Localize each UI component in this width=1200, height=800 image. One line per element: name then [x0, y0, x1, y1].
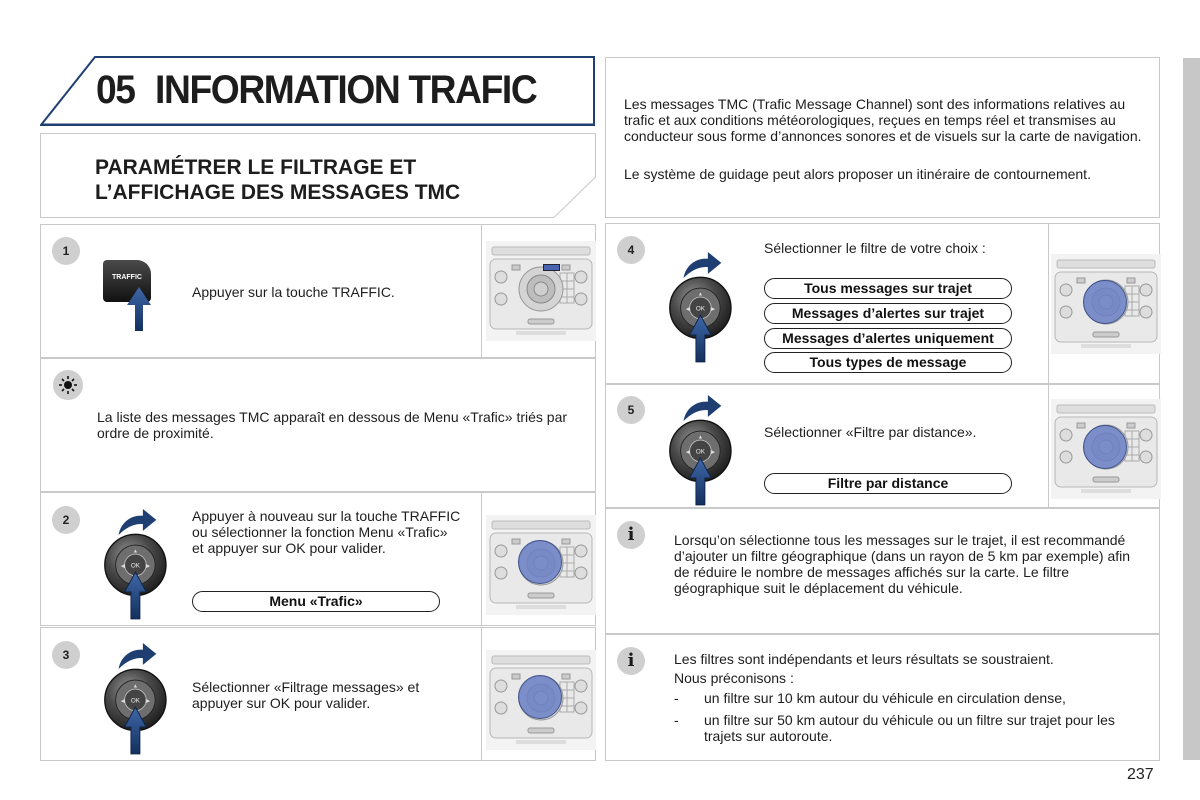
step-1-text: Appuyer sur la touche TRAFFIC. — [192, 284, 395, 300]
rotary-knob-icon — [103, 523, 175, 623]
intro-paragraph-1: Les messages TMC (Trafic Message Channel) sont des informations relatives au trafic et aux conditions météorologiques, reçues en temps réel et transmises au conducteur sous forme d’annonces sonores et de visuels sur la carte de navigation. — [624, 96, 1142, 144]
chapter-number: 05 — [96, 68, 135, 112]
highlighted-knob — [518, 540, 562, 584]
bullet-dash: - — [674, 712, 679, 728]
info-box-2 — [605, 634, 1160, 761]
distance-filter-option: Filtre par distance — [764, 473, 1012, 494]
info-icon: i — [617, 521, 645, 549]
step-1-box — [40, 224, 596, 358]
page-number: 237 — [1127, 766, 1154, 783]
info-2-bullet-1: un filtre sur 10 km autour du véhicule en circulation dense, — [704, 690, 1066, 706]
chapter-header — [40, 56, 595, 126]
step-4-box — [605, 223, 1160, 384]
info-icon: i — [617, 647, 645, 675]
device-image — [481, 628, 596, 760]
bullet-dash: - — [674, 690, 679, 706]
step-2-text: Appuyer à nouveau sur la touche TRAFFIC ou sélectionner la fonction Menu «Trafic» et appuyer sur OK pour valider. — [192, 508, 461, 556]
intro-paragraph-2: Le système de guidage peut alors proposer un itinéraire de contournement. — [624, 166, 1091, 182]
info-box-1 — [605, 508, 1160, 634]
traffic-key-label: TRAFFIC — [112, 274, 142, 281]
step-2-box — [40, 492, 596, 626]
tip-text: La liste des messages TMC apparaît en dessous de Menu «Trafic» triés par ordre de proximité. — [97, 409, 568, 441]
info-1-text: Lorsqu’on sélectionne tous les messages sur le trajet, il est recommandé d’ajouter un filtre géographique (dans un rayon de 5 km par exemple) afin de réduire le nombre de messages affichés sur la carte. Le filtre géographique suit le déplacement du véhicule. — [674, 532, 1131, 596]
step-number: 3 — [52, 641, 80, 669]
rotary-knob-icon — [668, 409, 740, 509]
chapter-title — [96, 68, 536, 113]
menu-trafic-option: Menu «Trafic» — [192, 591, 440, 612]
filter-option-alerts-route: Messages d’alertes sur trajet — [764, 303, 1012, 324]
step-3-box — [40, 627, 596, 761]
intro-box — [605, 57, 1160, 218]
filter-option-all-route: Tous messages sur trajet — [764, 278, 1012, 299]
info-2-paragraph-1: Les filtres sont indépendants et leurs résultats se soustraient. — [674, 651, 1054, 667]
device-image — [1048, 385, 1160, 507]
step-number: 2 — [52, 506, 80, 534]
highlighted-knob — [1083, 425, 1127, 469]
step-number: 4 — [617, 236, 645, 264]
section-title-line-2: L’AFFICHAGE DES MESSAGES TMC — [95, 181, 461, 204]
filter-option-all-types: Tous types de message — [764, 352, 1012, 373]
device-image — [481, 225, 596, 357]
device-image — [1048, 224, 1160, 383]
chapter-side-tab — [1183, 58, 1200, 760]
step-5-box — [605, 384, 1160, 508]
info-2-bullet-2: un filtre sur 50 km autour du véhicule ou un filtre sur trajet pour les trajets sur autoroute. — [704, 712, 1115, 744]
step-number: 5 — [617, 396, 645, 424]
info-2-paragraph-2: Nous préconisons : — [674, 670, 794, 686]
device-image — [481, 493, 596, 625]
step-4-text: Sélectionner le filtre de votre choix : — [764, 240, 986, 256]
filter-option-alerts-only: Messages d’alertes uniquement — [764, 328, 1012, 349]
step-3-text: Sélectionner «Filtrage messages» et appuyer sur OK pour valider. — [192, 679, 420, 711]
section-title — [95, 155, 460, 205]
sun-bulb-icon — [53, 370, 83, 400]
rotary-knob-icon — [668, 266, 740, 366]
section-title-line-1: PARAMÉTRER LE FILTRAGE ET — [95, 156, 417, 179]
chapter-name: INFORMATION TRAFIC — [155, 68, 537, 112]
press-arrow-icon — [127, 287, 151, 331]
step-5-text: Sélectionner «Filtre par distance». — [764, 424, 977, 440]
highlighted-knob — [1083, 280, 1127, 324]
highlighted-knob — [518, 675, 562, 719]
tip-box — [40, 358, 596, 492]
rotary-knob-icon — [103, 658, 175, 758]
highlighted-traffic-key — [543, 264, 560, 271]
section-title-box — [40, 133, 596, 218]
step-number: 1 — [52, 237, 80, 265]
